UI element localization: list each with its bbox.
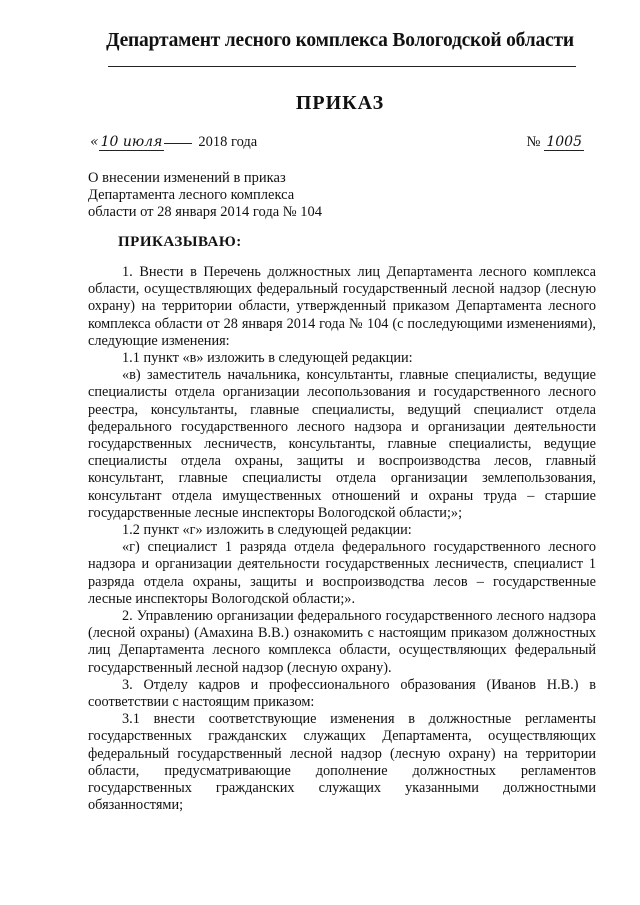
order-date xyxy=(90,134,257,151)
date-blank-line xyxy=(164,142,192,144)
number-label: № xyxy=(526,134,541,150)
paragraph-item-3-1: 3.1 внести соответствующие изменения в должностные регламенты государственных гражданских служащих Департамента, осуществляющих федеральный государственный лесной надзор (лесную охрану) на территории области, предусматривающие дополнение должностных регламентов государственных гражданских служащих указанными должностными обязанностями; xyxy=(88,711,596,814)
paragraph-item-3: 3. Отделу кадров и профессионального образования (Иванов Н.В.) в соответствии с настоящим приказом: xyxy=(88,676,596,711)
paragraph-item-1: 1. Внести в Перечень должностных лиц Департамента лесного комплекса области, осуществляющих федеральный государственный лесной надзор (лесную охрану) на территории области, утвержденный приказом Департамента лесного комплекса области от 28 января 2014 года № 104 (с последующими изменениями), следующие изменения: xyxy=(88,264,596,349)
subject-line: Департамента лесного комплекса xyxy=(88,187,295,203)
document-title: ПРИКАЗ xyxy=(295,92,385,114)
order-keyword: ПРИКАЗЫВАЮ: xyxy=(118,234,242,250)
order-subject xyxy=(88,170,322,221)
order-number xyxy=(527,134,584,151)
date-open-quote: « xyxy=(90,134,99,150)
organization-name: Департамент лесного комплекса Вологодской области xyxy=(106,30,574,51)
number-handwritten: 1005 xyxy=(546,134,582,150)
date-handwritten: 10 июля xyxy=(100,134,163,150)
paragraph-item-1-1: 1.1 пункт «в» изложить в следующей редакции: xyxy=(122,350,413,367)
date-year: 2018 года xyxy=(198,134,258,150)
header-divider xyxy=(108,66,576,67)
paragraph-item-v: «в) заместитель начальника, консультанты, главные специалисты, ведущие специалисты отдела организации лесопользования и государственного лесного реестра, консультанты, главные специалисты, ведущий специалист отдела федерального государственного лесного надзора и организации деятельности государственных лесничеств, консультанты, главные специалисты, ведущие специалисты отдела охраны, защиты и воспроизводства лесов, главный консультант, главные специалисты отдела организации землепользования, консультант отдела имущественных отношений и охраны труда – старшие государственные лесные инспекторы Вологодской области;»; xyxy=(88,367,596,521)
subject-line: О внесении изменений в приказ xyxy=(88,170,286,186)
paragraph-item-2: 2. Управлению организации федерального государственного лесного надзора (лесной охраны) (Амахина В.В.) ознакомить с настоящим приказом должностных лиц Департамента лесного комплекса области, осуществляющих федеральный государственный лесной надзор (лесную охрану). xyxy=(88,608,596,676)
order-body xyxy=(88,264,596,815)
subject-line: области от 28 января 2014 года № 104 xyxy=(88,204,322,220)
paragraph-item-1-2: 1.2 пункт «г» изложить в следующей редакции: xyxy=(122,522,412,539)
paragraph-item-g: «г) специалист 1 разряда отдела федерального государственного лесного надзора и организации деятельности государственных лесничеств, специалист 1 разряда отдела охраны, защиты и воспроизводства лесов – государственные лесные инспекторы Вологодской области;». xyxy=(88,539,596,607)
